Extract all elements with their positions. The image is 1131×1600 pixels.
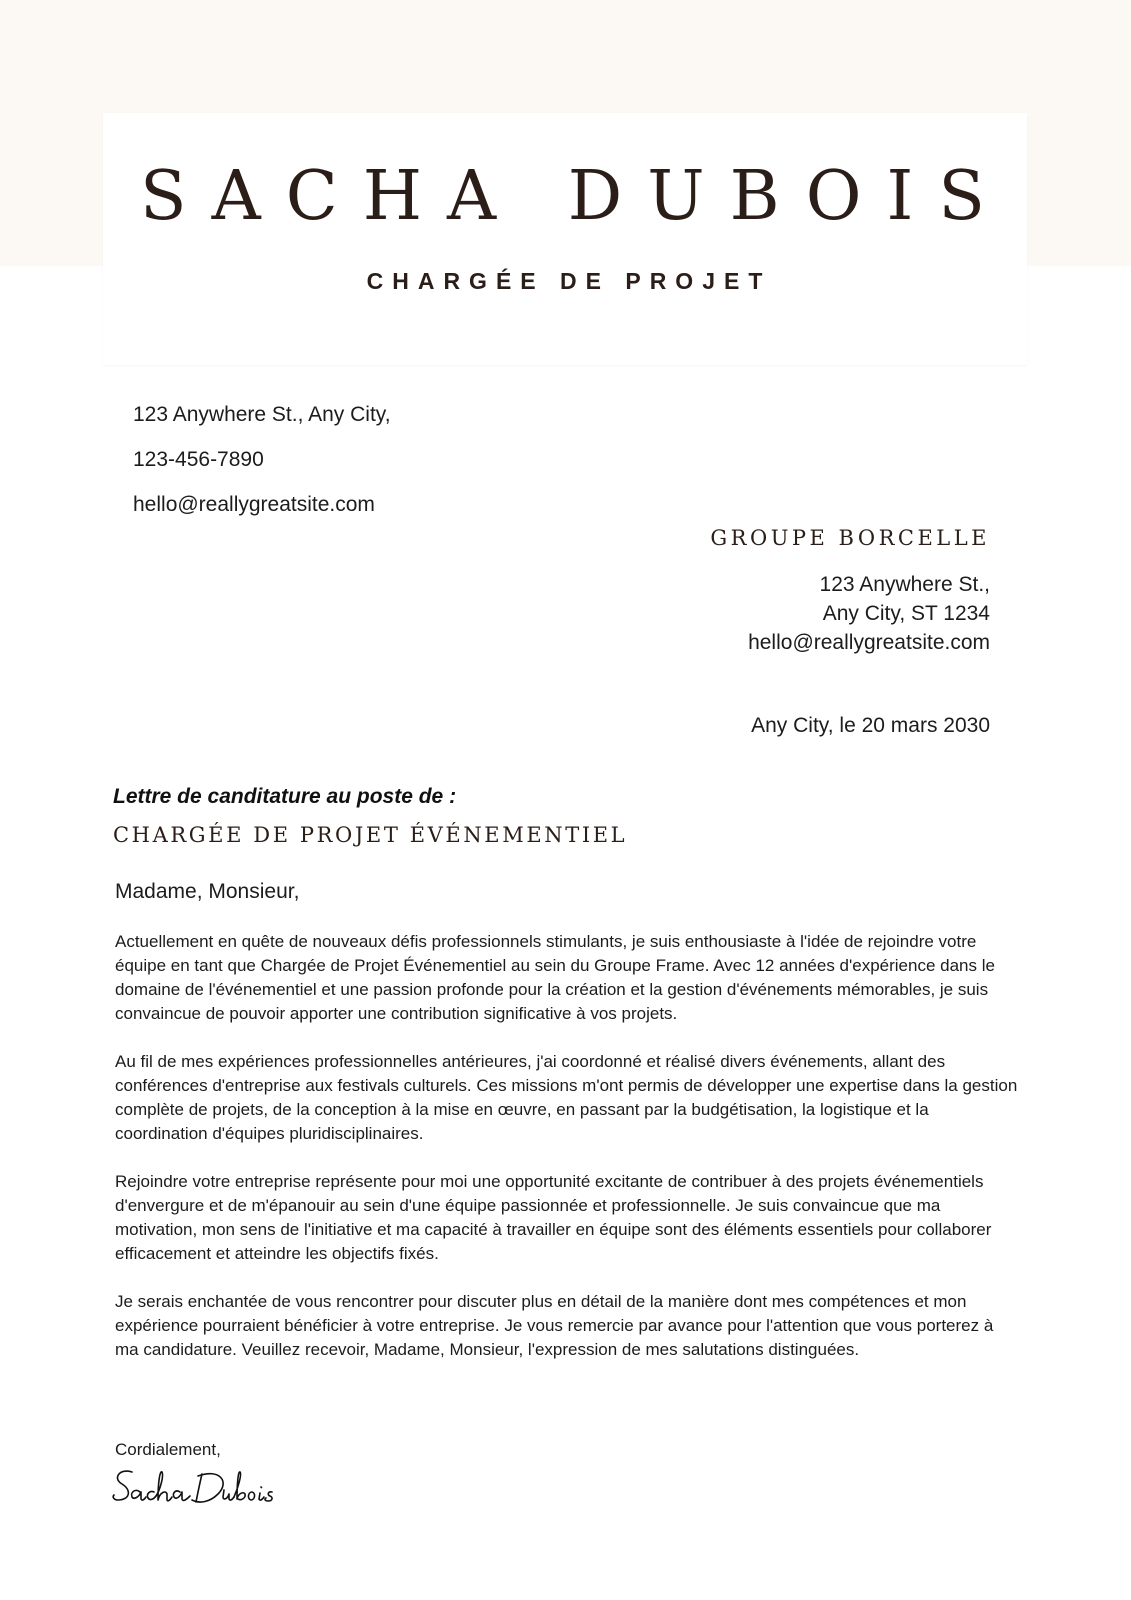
body-paragraph-1: Actuellement en quête de nouveaux défis professionnels stimulants, je suis enthousiaste à l'idée de rejoindre votre équipe en tant que Chargée de Projet Événementiel au sein du Groupe Frame. Avec 12 années d'expérience dans le domaine de l'événementiel et une passion profonde pour la création et la gestion d'événements mémorables, je suis convaincue de pouvoir apporter une contribution significative à vos projets.	[115, 932, 995, 1023]
signature-drawing	[110, 1462, 280, 1517]
recipient-block	[590, 526, 990, 657]
header-card	[103, 113, 1027, 365]
handwritten-signature	[110, 1462, 280, 1522]
applicant-role: CHARGÉE DE PROJET	[366, 268, 772, 294]
body-paragraph-4: Je serais enchantée de vous rencontrer pour discuter plus en détail de la manière dont mes compétences et mon expérience pourraient bénéficier à votre entreprise. Je vous remercie par avance pour l'attention que vous porterez à ma candidature. Veuillez recevoir, Madame, Monsieur, l'expression de mes salutations distinguées.	[115, 1292, 994, 1359]
sender-email: hello@reallygreatsite.com	[133, 493, 375, 516]
salutation: Madame, Monsieur,	[115, 880, 300, 903]
recipient-address-line2: Any City, ST 1234	[822, 602, 990, 625]
recipient-company: GROUPE BORCELLE	[710, 526, 990, 550]
recipient-address-line1: 123 Anywhere St.,	[819, 573, 990, 596]
recipient-email: hello@reallygreatsite.com	[748, 631, 990, 654]
sender-phone: 123-456-7890	[133, 448, 264, 471]
sender-address: 123 Anywhere St., Any City,	[133, 403, 391, 426]
sender-contact-block	[133, 392, 391, 527]
subject-title: CHARGÉE DE PROJET ÉVÉNEMENTIEL	[113, 823, 628, 847]
subject-label: Lettre de canditature au poste de :	[113, 785, 457, 808]
letter-body	[115, 930, 1020, 1386]
letter-date: Any City, le 20 mars 2030	[751, 714, 990, 737]
applicant-name: SACHA DUBOIS	[140, 157, 1010, 236]
body-paragraph-3: Rejoindre votre entreprise représente pour moi une opportunité excitante de contribuer à des projets événementiels d'envergure et de m'épanouir au sein d'une équipe passionnée et professionnelle. Je suis convaincue que ma motivation, mon sens de l'initiative et ma capacité à travailler en équipe sont des éléments essentiels pour collaborer efficacement et atteindre les objectifs fixés.	[115, 1172, 992, 1263]
body-paragraph-2: Au fil de mes expériences professionnelles antérieures, j'ai coordonné et réalisé divers événements, allant des conférences d'entreprise aux festivals culturels. Ces missions m'ont permis de développer une expertise dans la gestion complète de projets, de la conception à la mise en œuvre, en passant par la budgétisation, la logistique et la coordination d'équipes pluridisciplinaires.	[115, 1052, 1018, 1143]
closing: Cordialement,	[115, 1440, 221, 1459]
